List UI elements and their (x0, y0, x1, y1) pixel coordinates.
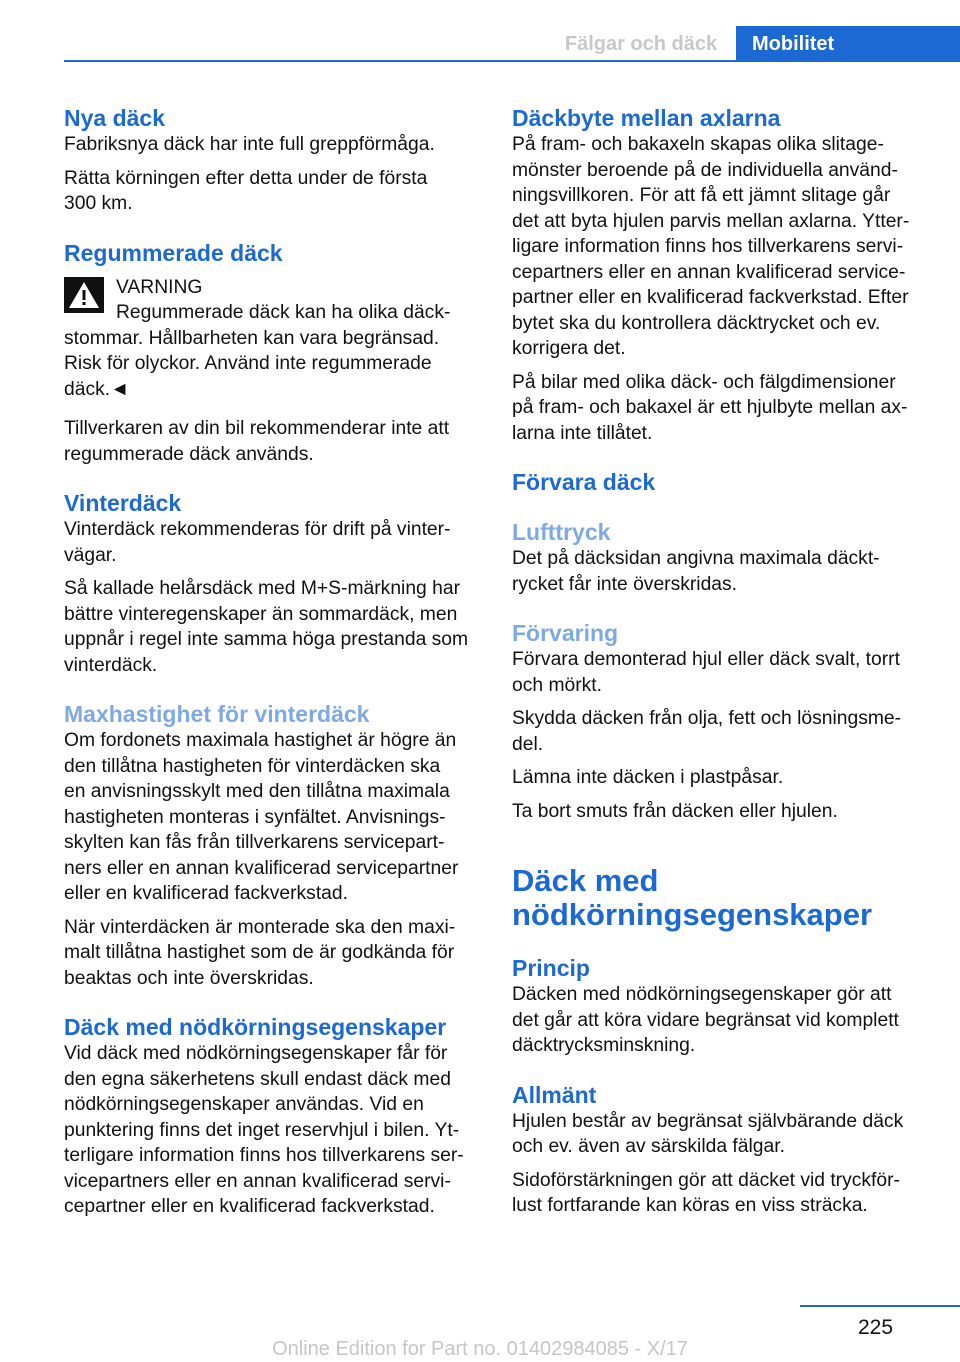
forv-line-2: och mörkt. (512, 674, 603, 696)
rft-line-4: punktering finns det inget reservhjul i bilen. Yt- (64, 1119, 460, 1141)
chapter-heading-line-2: nödkörningsegenskaper (512, 897, 873, 932)
byte-line-10: På bilar med olika däck- och fälgdimensioner (512, 371, 896, 393)
reg-line-2: regummerade däck används. (64, 443, 314, 465)
byte-line-7: partner eller en kvalificerad fackverkstad. Efter (512, 287, 909, 308)
page-header (0, 0, 960, 62)
princip-line-3: däcktrycksminskning. (512, 1035, 696, 1056)
heading-allmant: Allmänt (512, 1081, 597, 1108)
section-tab: Fälgar och däck (548, 26, 734, 62)
heading-princip: Princip (512, 955, 590, 981)
vint-line-2: vägar. (64, 544, 117, 566)
vint-line-4: bättre vinteregenskaper än sommardäck, men (64, 603, 458, 625)
byte-line-2: mönster beroende på de individuella använd- (512, 159, 898, 181)
heading-vinterdack: Vinterdäck (64, 490, 182, 516)
warning-line-3: Risk för olyckor. Använd inte regummerade (64, 353, 432, 374)
princip-line-1: Däcken med nödkörningsegenskaper gör att (512, 984, 892, 1005)
max-line-7: eller en kvalificerad fackverkstad. (64, 883, 348, 904)
footer-edition: Online Edition for Part no. 01402984085 - X/17 (272, 1338, 688, 1360)
warning-line-2: stommar. Hållbarheten kan vara begränsad. (64, 327, 440, 349)
max-line-4: hastigheten monteras i synfältet. Anvisnings- (64, 806, 446, 828)
vint-line-6: vinterdäck. (64, 654, 158, 676)
byte-line-5: ligare information finns hos tillverkarens servi- (512, 236, 904, 257)
byte-line-9: korrigera det. (512, 338, 626, 359)
allmant-line-3: Sidoförstärkningen gör att däcket vid tryckför- (512, 1169, 900, 1191)
max-line-1: Om fordonets maximala hastighet är högre än (64, 730, 457, 751)
heading-maxhastighet: Maxhastighet för vinterdäck (64, 701, 370, 727)
vint-line-3: Så kallade helårsdäck med M+S-märkning har (64, 578, 460, 599)
max-line-5: skylten kan fås från tillverkarens servicepart- (64, 832, 445, 853)
byte-line-3: ningsvillkoren. För att få ett jämnt slitage går (512, 185, 891, 206)
warning-label: VARNING (116, 276, 203, 298)
header-rule (64, 60, 960, 62)
nya-line-2: Rätta körningen efter detta under de första (64, 167, 428, 189)
nya-line-3: 300 km. (64, 193, 133, 214)
rft-line-5: terligare information finns hos tillverkarens ser- (64, 1145, 464, 1166)
max-line-10: beaktas och inte överskridas. (64, 967, 314, 989)
warning-line-1: Regummerade däck kan ha olika däck- (116, 302, 451, 323)
rft-line-7: cepartner eller en kvalificerad fackverkstad. (64, 1196, 435, 1217)
reg-line-1: Tillverkaren av din bil rekommenderar inte att (64, 418, 450, 439)
byte-line-6: cepartners eller en annan kvalificerad service- (512, 261, 906, 283)
vint-line-1: Vinterdäck rekommenderas för drift på vinter- (64, 519, 451, 540)
byte-line-4: det att byta hjulen parvis mellan axlarna. Ytter- (512, 210, 910, 232)
luft-line-2: rycket får inte överskridas. (512, 573, 738, 595)
chapter-tab: Mobilitet (736, 26, 960, 62)
heading-runflat-left: Däck med nödkörningsegenskaper (64, 1014, 447, 1040)
rft-line-1: Vid däck med nödkörningsegenskaper får för (64, 1043, 448, 1064)
byte-line-1: På fram- och bakaxeln skapas olika slitage- (512, 134, 884, 155)
rft-line-3: nödkörningsegenskaper användas. Vid en (64, 1094, 424, 1115)
warning-icon (64, 277, 104, 313)
warning-block (64, 275, 484, 403)
princip-line-2: det går att köra vidare begränsat vid komplett (512, 1009, 899, 1031)
left-column (64, 104, 484, 1220)
forv-line-3: Skydda däcken från olja, fett och lösningsme- (512, 708, 902, 729)
allmant-line-2: och ev. även av särskilda fälgar. (512, 1136, 785, 1157)
allmant-line-4: lust fortfarande kan köras en viss sträcka. (512, 1195, 868, 1216)
max-line-3: en anvisningsskylt med den tillåtna maximala (64, 781, 450, 802)
right-column (512, 104, 924, 1219)
page-number: 225 (858, 1316, 894, 1339)
max-line-8: När vinterdäcken är monterade ska den maxi- (64, 916, 456, 938)
allmant-line-1: Hjulen består av begränsat självbärande däck (512, 1110, 904, 1132)
warning-line-4: däck.◄ (64, 378, 130, 400)
vint-line-5: uppnår i regel inte samma höga prestanda som (64, 629, 469, 650)
luft-line-1: Det på däcksidan angivna maximala däckt- (512, 548, 880, 569)
byte-line-8: bytet ska du kontrollera däcktrycket och ev. (512, 312, 881, 334)
heading-lufttryck: Lufttryck (512, 519, 611, 545)
rft-line-6: vicepartners eller en annan kvalificerad servi- (64, 1170, 451, 1192)
heading-forvara-dack: Förvara däck (512, 469, 656, 495)
nya-line-1: Fabriksnya däck har inte full greppförmåga. (64, 134, 435, 155)
heading-regummerade: Regummerade däck (64, 239, 283, 266)
byte-line-11: på fram- och bakaxel är ett hjulbyte mellan ax- (512, 397, 908, 418)
max-line-2: den tillåtna hastigheten för vinterdäcken ska (64, 755, 441, 777)
heading-nya-dack: Nya däck (64, 105, 166, 131)
chapter-heading-line-1: Däck med (512, 863, 659, 898)
rft-line-2: den egna säkerhetens skull endast däck med (64, 1068, 451, 1090)
max-line-6: ners eller en annan kvalificerad servicepartner (64, 857, 459, 879)
byte-line-12: larna inte tillåtet. (512, 422, 653, 444)
forv-line-1: Förvara demonterad hjul eller däck svalt, torrt (512, 649, 900, 670)
heading-dackbyte: Däckbyte mellan axlarna (512, 105, 781, 131)
forv-line-5: Lämna inte däcken i plastpåsar. (512, 767, 784, 788)
forv-line-4: del. (512, 733, 544, 755)
page-number-rule (800, 1305, 960, 1307)
heading-forvaring: Förvaring (512, 620, 619, 646)
forv-line-6: Ta bort smuts från däcken eller hjulen. (512, 800, 838, 822)
max-line-9: malt tillåtna hastighet som de är godkända för (64, 942, 455, 963)
